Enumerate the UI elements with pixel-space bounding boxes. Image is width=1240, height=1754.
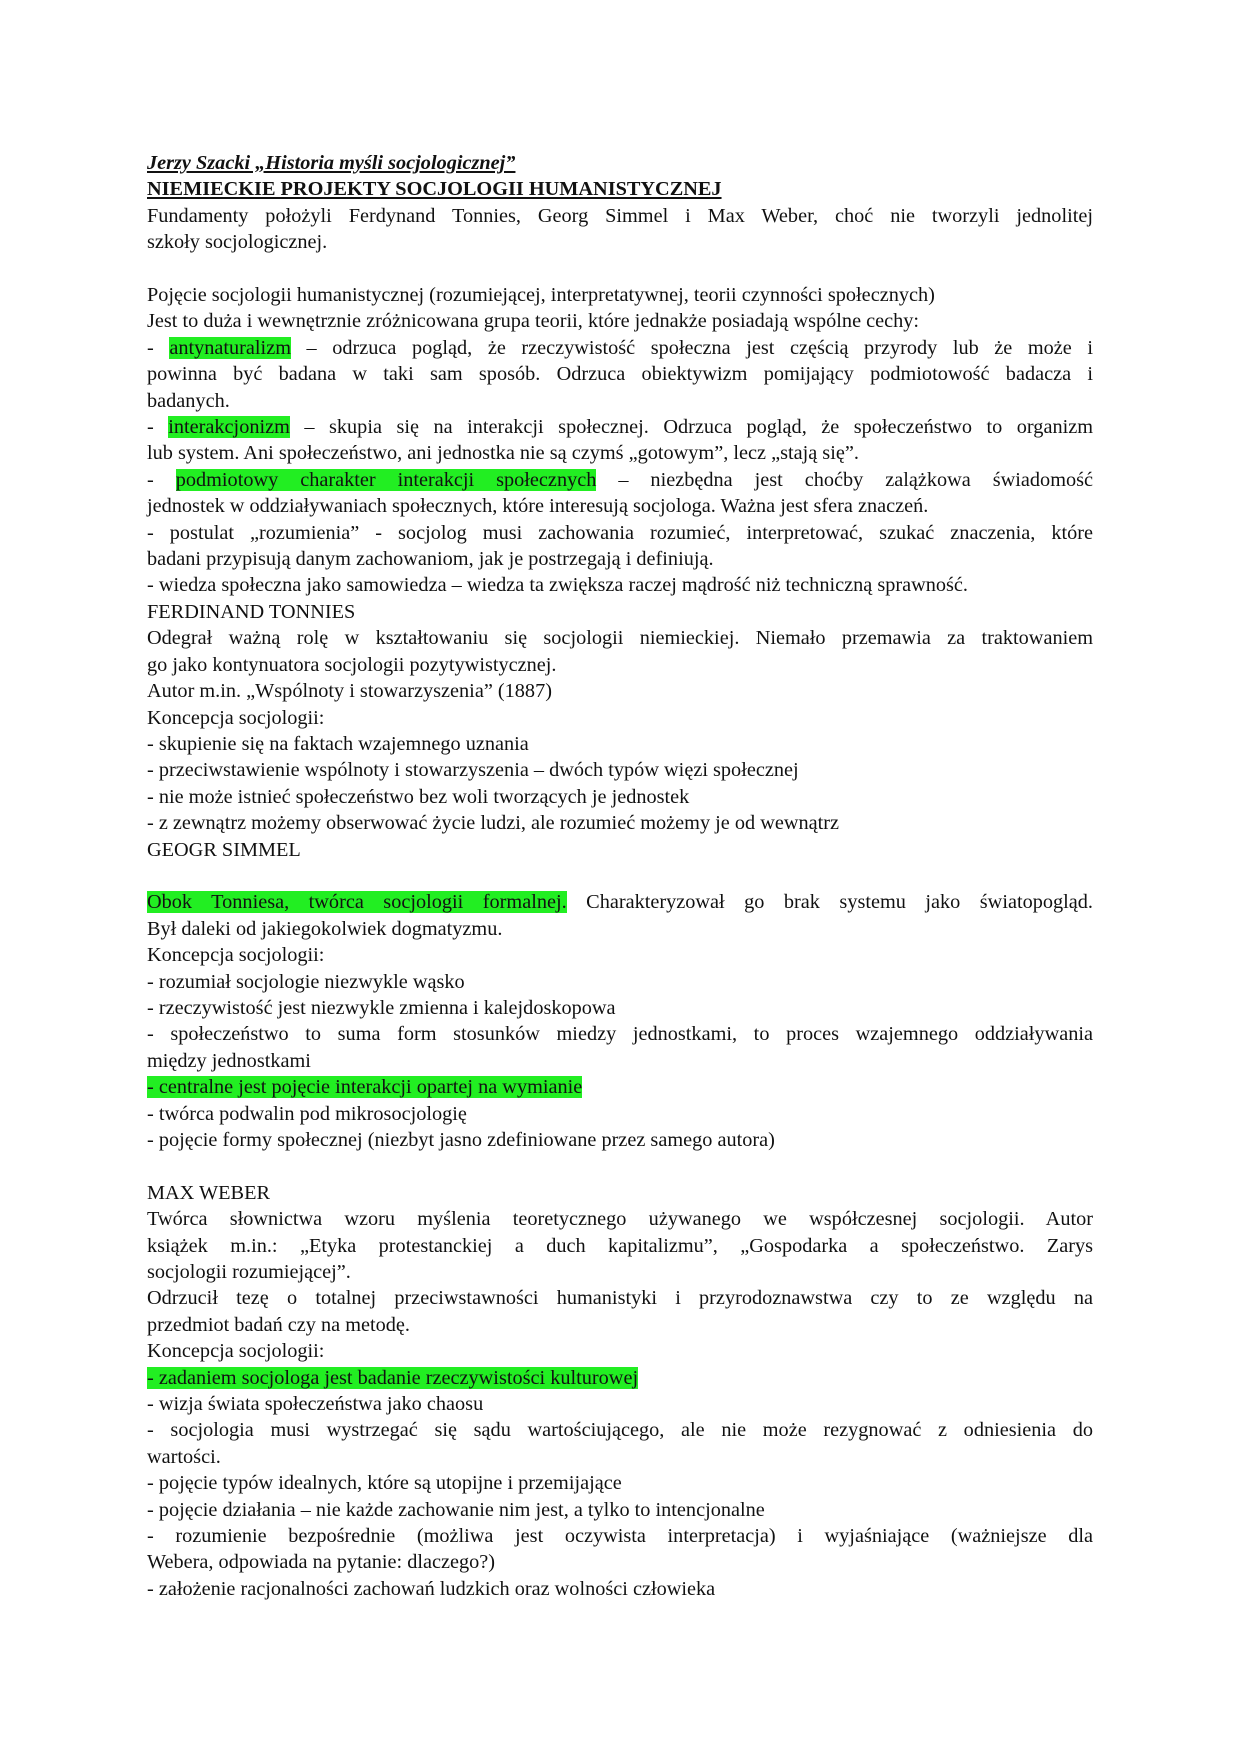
highlighted-term: podmiotowy charakter interakcji społecznych — [175, 468, 597, 491]
list-item: - nie może istnieć społeczeństwo bez woli tworzących je jednostek — [147, 785, 690, 808]
bullet-dash: - — [147, 468, 176, 491]
bullet-dash: - — [147, 336, 170, 359]
intro-line-1: Fundamenty położyli Ferdynand Tonnies, Georg Simmel i Max Weber, choć nie tworzyli jednolitej — [147, 204, 1093, 227]
tonnies-concept-label: Koncepcja socjologii: — [147, 706, 325, 729]
paragraph-text: – skupia się na interakcji społecznej. Odrzuca pogląd, że społeczeństwo to organizm — [289, 416, 1094, 439]
list-item: - z zewnątrz możemy obserwować życie ludzi, ale rozumieć możemy je od wewnątrz — [147, 812, 840, 835]
weber-line-5: przedmiot badań czy na metodę. — [147, 1313, 410, 1336]
list-item: - rozumiał socjologie niezwykle wąsko — [147, 970, 465, 993]
postulate-line-1: - postulat „rozumienia” - socjolog musi zachowania rozumieć, interpretować, szukać znaczenia, które — [147, 521, 1093, 544]
weber-line-2: książek m.in.: „Etyka protestanckiej a duch kapitalizmu”, „Gospodarka a społeczeństwo. Zarys — [147, 1234, 1093, 1257]
blank-line — [147, 256, 1093, 282]
paragraph-text: – niezbędna jest choćby zalążkowa świadomość — [596, 468, 1094, 491]
list-item-highlighted — [147, 1074, 1093, 1100]
list-item: - społeczeństwo to suma form stosunków miedzy jednostkami, to proces wzajemnego oddziaływania — [147, 1023, 1093, 1046]
list-item: - skupienie się na faktach wzajemnego uznania — [147, 732, 529, 755]
interactionism-line-1 — [147, 414, 1093, 440]
weber-line-4: Odrzucił tezę o totalnej przeciwstawności humanistyki i przyrodoznawstwa czy to ze względu na — [147, 1287, 1093, 1310]
antinaturalism-line-2: powinna być badana w taki sam sposób. Odrzuca obiektywizm pomijający podmiotowość badacza i — [147, 363, 1093, 386]
blank-line — [147, 1153, 1093, 1179]
tonnies-line-3: Autor m.in. „Wspólnoty i stowarzyszenia” (1887) — [147, 680, 552, 703]
paragraph-text: Charakteryzował go brak systemu jako światopogląd. — [566, 891, 1093, 914]
intro-line-2: szkoły socjologicznej. — [147, 231, 328, 254]
list-item: - pojęcie działania – nie każde zachowanie nim jest, a tylko to intencjonalne — [147, 1498, 765, 1521]
list-item: - rzeczywistość jest niezwykle zmienna i kalejdoskopowa — [147, 996, 616, 1019]
concept-line-1: Pojęcie socjologii humanistycznej (rozumiejącej, interpretatywnej, teorii czynności społecznych) — [147, 284, 935, 307]
author-title: Jerzy Szacki „Historia myśli socjologicznej” — [147, 152, 516, 174]
list-item-continuation: między jednostkami — [147, 1049, 311, 1072]
paragraph-text: – odrzuca pogląd, że rzeczywistość społeczna jest częścią przyrody lub że może i — [290, 336, 1093, 359]
weber-concept-label: Koncepcja socjologii: — [147, 1340, 325, 1363]
list-item: - pojęcie typów idealnych, które są utopijne i przemijające — [147, 1472, 622, 1495]
antinaturalism-line-1 — [147, 335, 1093, 361]
knowledge-line: - wiedza społeczna jako samowiedza – wiedza ta zwiększa raczej mądrość niż techniczną sprawność. — [147, 574, 968, 597]
simmel-heading: GEOGR SIMMEL — [147, 838, 301, 861]
simmel-concept-label: Koncepcja socjologii: — [147, 944, 325, 967]
list-item-highlighted — [147, 1365, 1093, 1391]
bullet-dash: - — [147, 416, 169, 439]
list-item-continuation: Webera, odpowiada na pytanie: dlaczego?) — [147, 1551, 496, 1574]
subjective-line-1 — [147, 467, 1093, 493]
highlighted-term: antynaturalizm — [169, 336, 291, 359]
highlighted-item: - centralne jest pojęcie interakcji opartej na wymianie — [147, 1076, 583, 1099]
blank-line — [147, 863, 1093, 889]
simmel-line-1 — [147, 889, 1093, 915]
concept-line-2: Jest to duża i wewnętrznie zróżnicowana grupa teorii, które jednakże posiadają wspólne cechy: — [147, 310, 920, 333]
main-heading: NIEMIECKIE PROJEKTY SOCJOLOGII HUMANISTYCZNEJ — [147, 178, 722, 201]
subjective-line-2: jednostek w oddziaływaniach społecznych, które interesują socjologa. Ważna jest sfera znaczeń. — [147, 495, 929, 518]
list-item: - pojęcie formy społecznej (niezbyt jasno zdefiniowane przez samego autora) — [147, 1129, 775, 1151]
list-item: - przeciwstawienie wspólnoty i stowarzyszenia – dwóch typów więzi społecznej — [147, 759, 799, 782]
highlighted-term: interakcjonizm — [168, 416, 290, 439]
list-item: - twórca podwalin pod mikrosocjologię — [147, 1102, 467, 1125]
document-page — [147, 150, 1093, 1602]
list-item: - wizja świata społeczeństwa jako chaosu — [147, 1393, 484, 1416]
tonnies-heading: FERDINAND TONNIES — [147, 600, 356, 623]
list-item: - założenie racjonalności zachowań ludzkich oraz wolności człowieka — [147, 1577, 716, 1600]
tonnies-line-1: Odegrał ważną rolę w kształtowaniu się socjologii niemieckiej. Niemało przemawia za traktowaniem — [147, 627, 1093, 650]
highlighted-item: - zadaniem socjologa jest badanie rzeczywistości kulturowej — [147, 1366, 639, 1389]
weber-line-3: socjologii rozumiejącej”. — [147, 1261, 351, 1284]
list-item-continuation: wartości. — [147, 1445, 221, 1468]
interactionism-line-2: lub system. Ani społeczeństwo, ani jednostka nie są czymś „gotowym”, lecz „stają się”. — [147, 442, 859, 465]
weber-heading: MAX WEBER — [147, 1181, 271, 1204]
highlighted-sentence: Obok Tonniesa, twórca socjologii formalnej. — [147, 891, 567, 914]
simmel-line-2: Był daleki od jakiegokolwiek dogmatyzmu. — [147, 917, 503, 940]
antinaturalism-line-3: badanych. — [147, 389, 230, 412]
weber-line-1: Twórca słownictwa wzoru myślenia teoretycznego używanego we współczesnej socjologii. Autor — [147, 1208, 1093, 1231]
tonnies-line-2: go jako kontynuatora socjologii pozytywistycznej. — [147, 653, 557, 676]
list-item: - socjologia musi wystrzegać się sądu wartościującego, ale nie może rezygnować z odniesienia do — [147, 1419, 1093, 1442]
postulate-line-2: badani przypisują danym zachowaniom, jak je postrzegają i definiują. — [147, 548, 714, 571]
list-item: - rozumienie bezpośrednie (możliwa jest oczywista interpretacja) i wyjaśniające (ważniejsze dla — [147, 1525, 1093, 1548]
